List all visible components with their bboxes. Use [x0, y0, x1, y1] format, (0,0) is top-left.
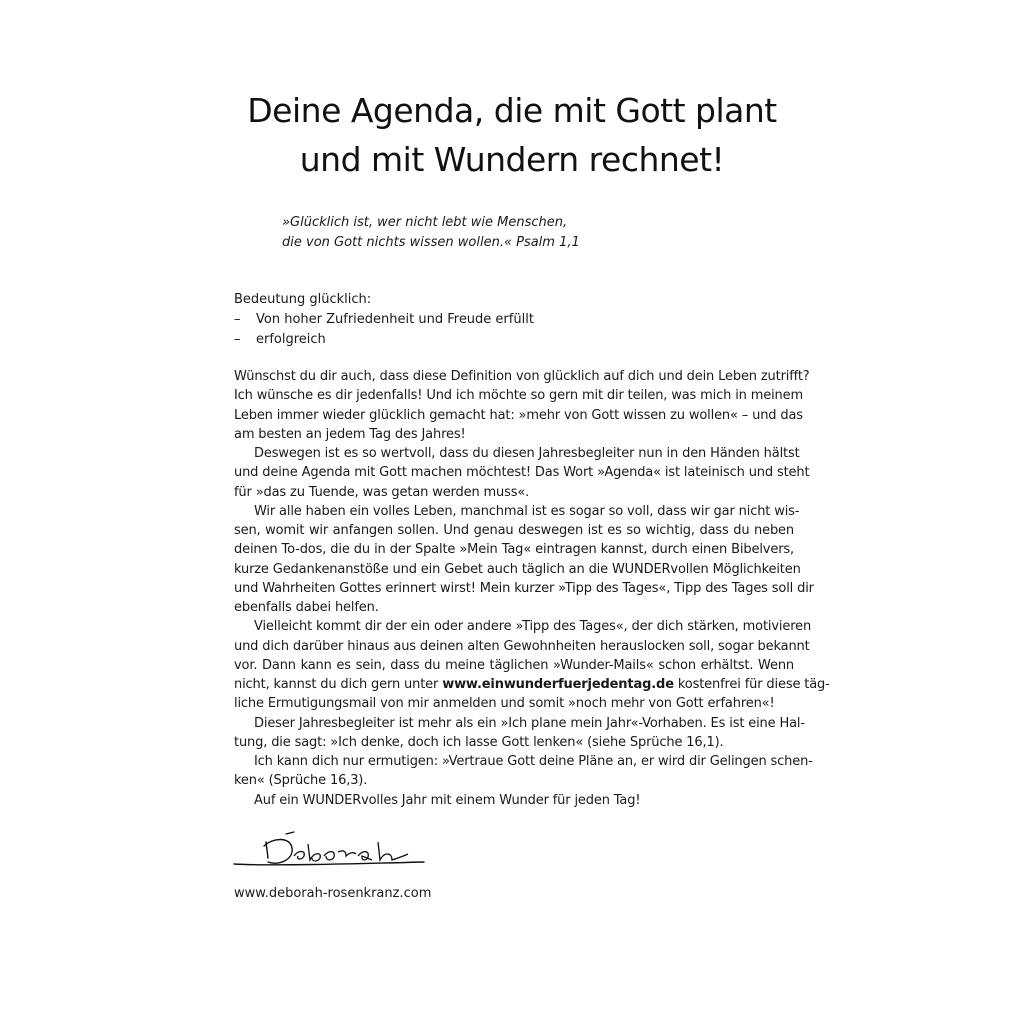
text-line: Wünschst du dir auch, dass diese Definition von glücklich auf dich und dein Leben zutrifft?	[234, 369, 810, 384]
text-line: Ich wünsche es dir jedenfalls! Und ich möchte so gern mit dir teilen, was mich in meinem	[234, 388, 804, 404]
text-line: Deswegen ist es so wertvoll, dass du diesen Jahresbegleiter nun in den Händen hältst	[254, 446, 800, 461]
text-line: sen, womit wir anfangen sollen. Und genau deswegen ist es so wichtig, dass du neben	[234, 523, 794, 538]
text-line: Ich kann dich nur ermutigen: »Vertraue Gott deine Pläne an, er wird dir Gelingen schen-	[254, 754, 813, 769]
text-line: ebenfalls dabei helfen.	[234, 600, 379, 615]
text-line: Vielleicht kommt dir der ein oder andere »Tipp des Tages«, der dich stärken, motivieren	[254, 619, 812, 635]
definition-item	[234, 310, 794, 330]
definition-block	[234, 290, 794, 350]
bible-quote	[282, 213, 722, 253]
dash-marker: –	[234, 332, 241, 347]
definition-item-text: Von hoher Zufriedenheit und Freude erfüllt	[256, 312, 534, 327]
text-line: und deine Agenda mit Gott machen möchtest! Das Wort »Agenda« ist lateinisch und steht	[234, 465, 810, 481]
text-line: und dich darüber hinaus aus deinen alten Gewohnheiten herauslocken soll, sogar bekannt	[234, 638, 810, 654]
text-line: Leben immer wieder glücklich gemacht hat: »mehr von Gott wissen zu wollen« – und das	[234, 407, 803, 423]
text-line: tung, die sagt: »Ich denke, doch ich lasse Gott lenken« (siehe Sprüche 16,1).	[234, 734, 724, 750]
text-line: und Wahrheiten Gottes erinnert wirst! Mein kurzer »Tipp des Tages«, Tipp des Tages soll dir	[234, 580, 814, 596]
title-line-1: Deine Agenda, die mit Gott plant	[247, 91, 777, 130]
text-fragment: kostenfrei für diese täg-	[673, 677, 830, 692]
body-text	[234, 367, 830, 810]
text-line: deinen To-dos, die du in der Spalte »Mein Tag« eintragen kannst, durch einen Bibelvers,	[234, 542, 794, 558]
text-fragment: nicht, kannst du dich gern unter	[234, 677, 443, 692]
text-line: am besten an jedem Tag des Jahres!	[234, 426, 466, 442]
text-line: liche Ermutigungsmail von mir anmelden und somit »noch mehr von Gott erfahren«!	[234, 696, 775, 712]
dash-marker: –	[234, 312, 241, 327]
text-line: Dieser Jahresbegleiter ist mehr als ein »Ich plane mein Jahr«-Vorhaben. Es ist eine Hal-	[254, 715, 805, 731]
page-title	[200, 86, 824, 184]
quote-line-1: »Glücklich ist, wer nicht lebt wie Menschen,	[282, 215, 568, 230]
text-line-with-link	[234, 675, 830, 694]
signature-image	[228, 820, 428, 880]
text-line: Wir alle haben ein volles Leben, manchmal ist es sogar so voll, dass wir gar nicht wis-	[254, 503, 800, 519]
text-line: kurze Gedankenanstöße und ein Gebet auch täglich an die WUNDERvollen Möglichkeiten	[234, 561, 801, 577]
quote-line-2: die von Gott nichts wissen wollen.« Psalm 1,1	[282, 235, 580, 250]
text-line: ken« (Sprüche 16,3).	[234, 773, 368, 789]
text-line: vor. Dann kann es sein, dass du meine täglichen »Wunder-Mails« schon erhältst. Wenn	[234, 657, 794, 673]
newsletter-link[interactable]: www.einwunderfuerjedentag.de	[442, 677, 674, 692]
text-line: Auf ein WUNDERvolles Jahr mit einem Wunder für jeden Tag!	[254, 792, 641, 808]
definition-item	[234, 330, 794, 350]
title-line-2: und mit Wundern rechnet!	[299, 140, 725, 179]
text-line: für »das zu Tuende, was getan werden muss«.	[234, 484, 530, 500]
definition-item-text: erfolgreich	[256, 332, 326, 347]
author-website-link[interactable]: www.deborah-rosenkranz.com	[234, 886, 432, 901]
definition-heading: Bedeutung glücklich:	[234, 292, 372, 307]
